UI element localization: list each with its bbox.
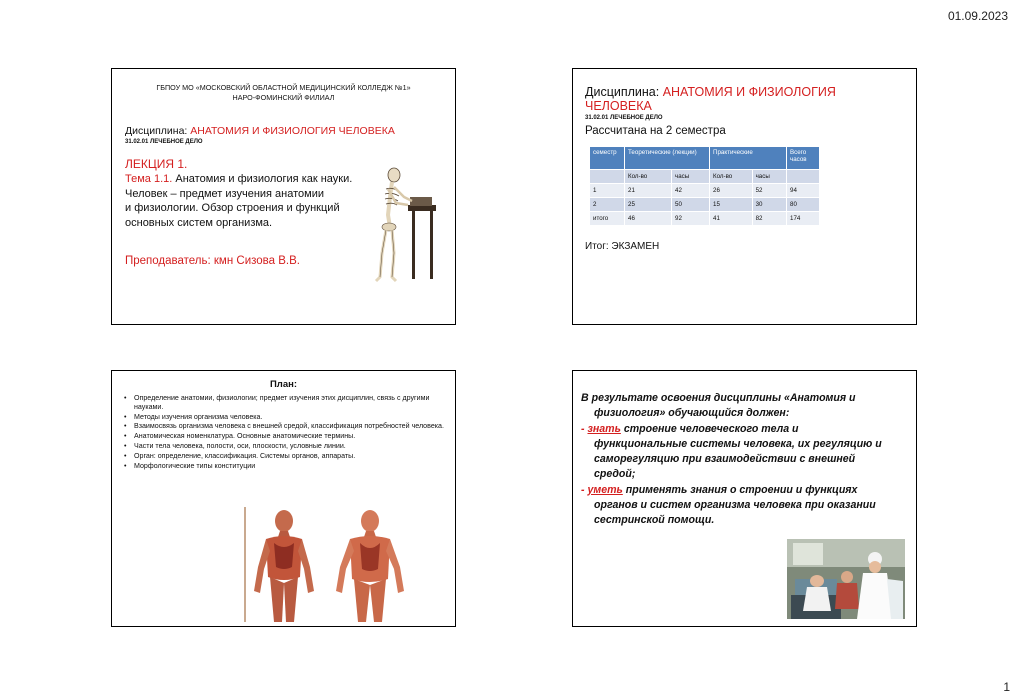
topic-block	[125, 172, 390, 230]
table-cell: 94	[787, 184, 820, 198]
list-item: • Взаимосвязь организма человека с внешней средой, классификация потребностей человека.	[134, 422, 444, 431]
outcomes-intro: физиология» обучающийся должен:	[594, 407, 790, 420]
topic-label: Тема 1.1.	[125, 173, 173, 185]
teacher-name: Преподаватель: кмн Сизова В.В.	[125, 255, 300, 267]
list-item: • Методы изучения организма человека.	[134, 413, 444, 422]
able-text: сестринской помощи.	[594, 514, 715, 527]
slide-title	[111, 68, 456, 325]
outcomes-text	[581, 391, 906, 529]
table-cell: 25	[625, 198, 672, 212]
lecture-title: ЛЕКЦИЯ 1.	[125, 157, 188, 171]
outcomes-intro: В результате освоения дисциплины «Анатомия и	[581, 392, 856, 404]
anatomy-figures-illustration	[244, 507, 414, 622]
table-cell: 21	[625, 184, 672, 198]
page-number: 1	[1003, 680, 1010, 694]
slide-plan	[111, 370, 456, 627]
discipline-label: Дисциплина:	[585, 85, 663, 99]
list-item: • Анатомическая номенклатура. Основные анатомические термины.	[134, 432, 444, 441]
specialty-code: 31.02.01 ЛЕЧЕБНОЕ ДЕЛО	[585, 115, 663, 121]
know-text: средой;	[594, 468, 636, 481]
specialty-code: 31.02.01 ЛЕЧЕБНОЕ ДЕЛО	[125, 139, 203, 145]
list-item: • Орган: определение, классификация. Системы органов, аппараты.	[134, 452, 444, 461]
table-cell: 30	[752, 198, 786, 212]
table-cell: итого	[590, 212, 625, 226]
slide-learning-outcomes	[572, 370, 917, 627]
header-theory: Теоретические (лекции)	[625, 147, 710, 170]
dash: -	[581, 483, 588, 496]
list-item: • Части тела человека, полости, оси, плоскости, условные линии.	[134, 442, 444, 451]
header-total: Всего часов	[787, 147, 820, 170]
know-text: саморегуляцию при взаимодействии с внешней	[594, 453, 856, 466]
exam-result: Итог: ЭКЗАМЕН	[585, 241, 660, 252]
document-date: 01.09.2023	[947, 9, 1008, 23]
table-cell: 15	[710, 198, 753, 212]
able-keyword: уметь	[587, 483, 623, 496]
discipline-name: АНАТОМИЯ И ФИЗИОЛОГИЯ ЧЕЛОВЕКА	[585, 85, 836, 113]
table-cell: 80	[787, 198, 820, 212]
know-keyword: знать	[587, 422, 621, 435]
table-subheader-row	[590, 170, 820, 184]
discipline-name: АНАТОМИЯ И ФИЗИОЛОГИЯ ЧЕЛОВЕКА	[190, 125, 395, 137]
discipline-label: Дисциплина:	[125, 125, 191, 137]
discipline-line	[585, 85, 885, 113]
table-cell: 92	[672, 212, 710, 226]
subheader-cell: Кол-во	[625, 170, 672, 184]
table-cell: 26	[710, 184, 753, 198]
table-cell: 52	[752, 184, 786, 198]
topic-line: основных систем организма.	[125, 216, 273, 229]
table-cell: 50	[672, 198, 710, 212]
discipline-line	[125, 125, 395, 137]
subheader-cell: Кол-во	[710, 170, 753, 184]
topic-line: Человек – предмет изучения анатомии	[125, 187, 324, 200]
table-cell: 174	[787, 212, 820, 226]
table-row	[590, 184, 820, 198]
table-cell: 1	[590, 184, 625, 198]
subheader-cell: часы	[752, 170, 786, 184]
organization-name: ГБПОУ МО «МОСКОВСКИЙ ОБЛАСТНОЙ МЕДИЦИНСКИЙ КОЛЛЕДЖ №1»	[156, 83, 411, 92]
plan-list	[122, 394, 444, 471]
slide-course-hours	[572, 68, 917, 325]
table-cell: 2	[590, 198, 625, 212]
able-text: применять знания о строении и функциях	[622, 483, 858, 496]
dash: -	[581, 422, 588, 435]
skeleton-illustration	[368, 167, 440, 285]
table-cell: 41	[710, 212, 753, 226]
header-semester: семестр	[590, 147, 625, 170]
table-cell: 46	[625, 212, 672, 226]
medical-staff-photo	[787, 539, 905, 619]
hours-table	[589, 146, 820, 226]
list-item: • Определение анатомии, физиологии; предмет изучения этих дисциплин, связь с другими науками.	[134, 394, 444, 412]
know-text: функциональные системы человека, их регуляцию и	[594, 437, 882, 450]
organization-block	[112, 83, 455, 103]
topic-line: и физиологии. Обзор строения и функций	[125, 202, 340, 214]
branch-name: НАРО-ФОМИНСКИЙ ФИЛИАЛ	[232, 93, 335, 102]
plan-title: План:	[269, 379, 298, 390]
list-item: • Морфологические типы конституции	[134, 462, 444, 471]
table-header-row	[590, 147, 820, 170]
know-text: строение человеческого тела и	[620, 422, 799, 435]
table-cell: 42	[672, 184, 710, 198]
header-practice: Практические	[710, 147, 787, 170]
subheader-cell: часы	[672, 170, 710, 184]
table-row	[590, 198, 820, 212]
table-row	[590, 212, 820, 226]
able-text: органов и систем организма человека при оказании	[594, 499, 876, 512]
topic-line: Анатомия и физиология как науки.	[172, 173, 353, 185]
table-cell: 82	[752, 212, 786, 226]
semesters-note: Рассчитана на 2 семестра	[585, 125, 726, 137]
